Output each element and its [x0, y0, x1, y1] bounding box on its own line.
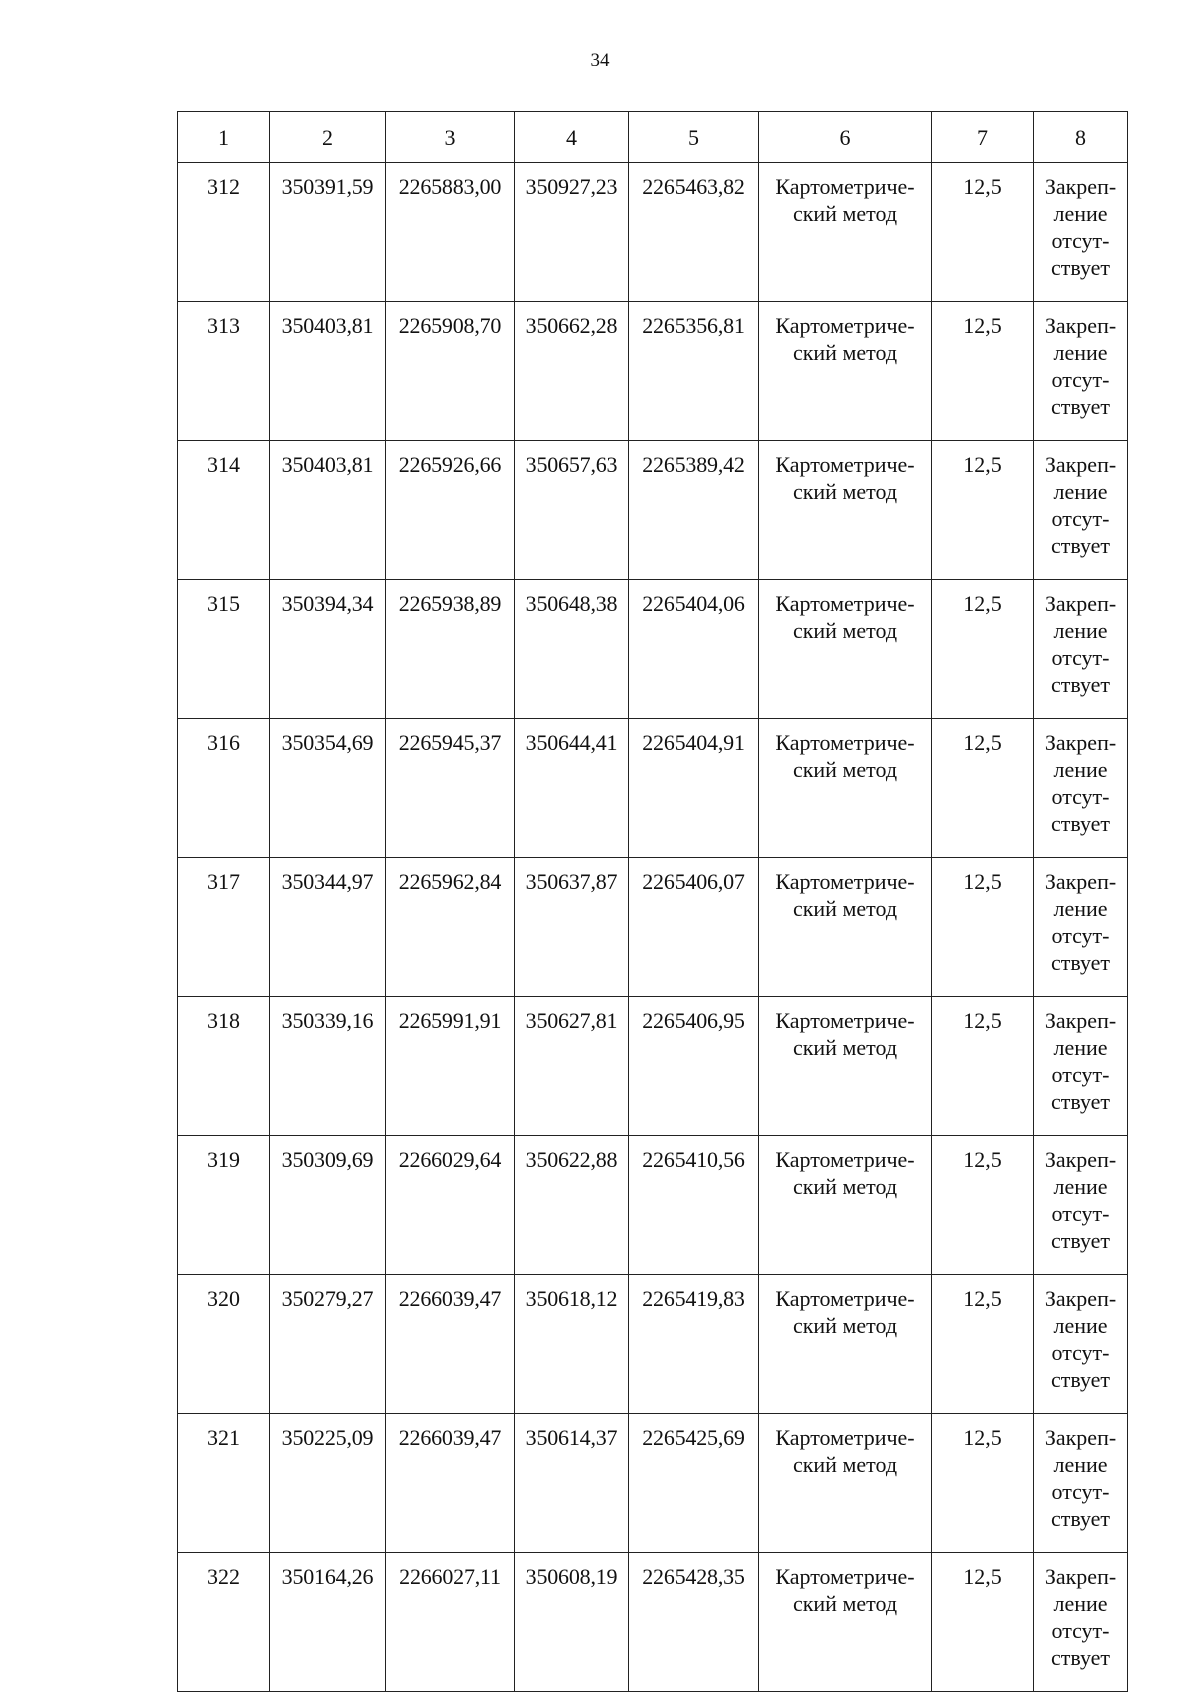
method-cell	[759, 441, 932, 580]
accuracy-cell: 12,5	[932, 1136, 1034, 1275]
point-number-cell: 322	[178, 1553, 270, 1692]
fixing-cell	[1034, 302, 1128, 441]
fixing-cell-line: отсут-	[1051, 1618, 1110, 1643]
fixing-cell-line: отсут-	[1051, 923, 1110, 948]
table-row	[178, 580, 1128, 719]
method-cell-line: ский метод	[792, 1174, 898, 1199]
coordinate-y1-cell: 2266027,11	[386, 1553, 515, 1692]
coordinate-y1-cell: 2266029,64	[386, 1136, 515, 1275]
coordinate-x2-cell: 350637,87	[515, 858, 629, 997]
coordinate-y2-cell: 2265428,35	[629, 1553, 759, 1692]
table-row	[178, 1553, 1128, 1692]
header-col-4: 4	[515, 112, 629, 163]
method-cell-line: Картометриче-	[775, 1425, 915, 1450]
fixing-cell-line: Закреп-	[1044, 1425, 1117, 1450]
fixing-cell-line: Закреп-	[1044, 313, 1117, 338]
fixing-cell-line: ление	[1053, 618, 1108, 643]
method-cell-line: Картометриче-	[775, 591, 915, 616]
fixing-cell-line: отсут-	[1051, 1479, 1110, 1504]
method-cell-line: ский метод	[792, 479, 898, 504]
fixing-cell	[1034, 580, 1128, 719]
point-number-cell: 319	[178, 1136, 270, 1275]
fixing-cell	[1034, 441, 1128, 580]
accuracy-cell: 12,5	[932, 1553, 1034, 1692]
fixing-cell-line: Закреп-	[1044, 452, 1117, 477]
table-body	[178, 163, 1128, 1692]
coordinate-y2-cell: 2265406,07	[629, 858, 759, 997]
point-number-cell: 313	[178, 302, 270, 441]
fixing-cell-line: ствует	[1050, 950, 1111, 975]
method-cell	[759, 163, 932, 302]
point-number-cell: 314	[178, 441, 270, 580]
coordinate-x2-cell: 350608,19	[515, 1553, 629, 1692]
coordinate-x2-cell: 350622,88	[515, 1136, 629, 1275]
coordinate-x2-cell: 350657,63	[515, 441, 629, 580]
fixing-cell-line: отсут-	[1051, 506, 1110, 531]
method-cell-line: Картометриче-	[775, 1008, 915, 1033]
coordinate-x2-cell: 350614,37	[515, 1414, 629, 1553]
coordinate-y1-cell: 2265962,84	[386, 858, 515, 997]
fixing-cell-line: ление	[1053, 1452, 1108, 1477]
point-number-cell: 312	[178, 163, 270, 302]
coordinate-y2-cell: 2265404,06	[629, 580, 759, 719]
fixing-cell-line: ствует	[1050, 1367, 1111, 1392]
coordinate-y2-cell: 2265404,91	[629, 719, 759, 858]
fixing-cell-line: Закреп-	[1044, 869, 1117, 894]
coordinate-y2-cell: 2265419,83	[629, 1275, 759, 1414]
method-cell-line: Картометриче-	[775, 452, 915, 477]
method-cell-line: ский метод	[792, 1313, 898, 1338]
fixing-cell-line: отсут-	[1051, 1062, 1110, 1087]
fixing-cell	[1034, 858, 1128, 997]
method-cell	[759, 580, 932, 719]
fixing-cell-line: Закреп-	[1044, 1147, 1117, 1172]
table-row	[178, 441, 1128, 580]
fixing-cell-line: ление	[1053, 1591, 1108, 1616]
accuracy-cell: 12,5	[932, 302, 1034, 441]
fixing-cell-line: отсут-	[1051, 1340, 1110, 1365]
coordinate-x1-cell: 350403,81	[270, 441, 386, 580]
accuracy-cell: 12,5	[932, 163, 1034, 302]
fixing-cell-line: Закреп-	[1044, 591, 1117, 616]
accuracy-cell: 12,5	[932, 580, 1034, 719]
coordinate-y1-cell: 2265926,66	[386, 441, 515, 580]
method-cell	[759, 997, 932, 1136]
method-cell-line: Картометриче-	[775, 174, 915, 199]
fixing-cell-line: Закреп-	[1044, 1008, 1117, 1033]
coordinate-y1-cell: 2265945,37	[386, 719, 515, 858]
coordinate-x2-cell: 350618,12	[515, 1275, 629, 1414]
fixing-cell-line: отсут-	[1051, 645, 1110, 670]
accuracy-cell: 12,5	[932, 441, 1034, 580]
coordinate-y2-cell: 2265356,81	[629, 302, 759, 441]
method-cell	[759, 1136, 932, 1275]
table-row	[178, 997, 1128, 1136]
fixing-cell-line: ление	[1053, 479, 1108, 504]
coordinate-x1-cell: 350279,27	[270, 1275, 386, 1414]
method-cell	[759, 1414, 932, 1553]
table-row	[178, 1414, 1128, 1553]
table-row	[178, 719, 1128, 858]
fixing-cell-line: ление	[1053, 340, 1108, 365]
coordinate-y1-cell: 2265883,00	[386, 163, 515, 302]
fixing-cell-line: Закреп-	[1044, 1564, 1117, 1589]
method-cell	[759, 719, 932, 858]
fixing-cell-line: ствует	[1050, 255, 1111, 280]
coordinate-x1-cell: 350225,09	[270, 1414, 386, 1553]
method-cell-line: ский метод	[792, 757, 898, 782]
point-number-cell: 315	[178, 580, 270, 719]
fixing-cell-line: отсут-	[1051, 784, 1110, 809]
method-cell-line: ский метод	[792, 201, 898, 226]
coordinate-y1-cell: 2266039,47	[386, 1414, 515, 1553]
coordinate-y2-cell: 2265406,95	[629, 997, 759, 1136]
fixing-cell-line: ствует	[1050, 533, 1111, 558]
coordinate-x1-cell: 350309,69	[270, 1136, 386, 1275]
coordinate-x2-cell: 350644,41	[515, 719, 629, 858]
point-number-cell: 318	[178, 997, 270, 1136]
fixing-cell-line: ствует	[1050, 1645, 1111, 1670]
table-row	[178, 858, 1128, 997]
coordinate-y1-cell: 2266039,47	[386, 1275, 515, 1414]
coordinate-x1-cell: 350394,34	[270, 580, 386, 719]
coordinate-y2-cell: 2265425,69	[629, 1414, 759, 1553]
coordinate-x1-cell: 350354,69	[270, 719, 386, 858]
fixing-cell-line: ствует	[1050, 1506, 1111, 1531]
method-cell-line: Картометриче-	[775, 869, 915, 894]
fixing-cell	[1034, 1553, 1128, 1692]
method-cell-line: ский метод	[792, 618, 898, 643]
fixing-cell-line: отсут-	[1051, 367, 1110, 392]
method-cell	[759, 858, 932, 997]
header-col-3: 3	[386, 112, 515, 163]
method-cell-line: ский метод	[792, 1035, 898, 1060]
fixing-cell	[1034, 1275, 1128, 1414]
method-cell-line: Картометриче-	[775, 313, 915, 338]
coordinate-x1-cell: 350391,59	[270, 163, 386, 302]
table-row	[178, 1136, 1128, 1275]
fixing-cell-line: ствует	[1050, 1089, 1111, 1114]
fixing-cell-line: ствует	[1050, 811, 1111, 836]
fixing-cell-line: ление	[1053, 1174, 1108, 1199]
fixing-cell-line: ление	[1053, 896, 1108, 921]
header-col-8: 8	[1034, 112, 1128, 163]
coordinate-x1-cell: 350344,97	[270, 858, 386, 997]
table-row	[178, 163, 1128, 302]
fixing-cell-line: ствует	[1050, 672, 1111, 697]
fixing-cell-line: отсут-	[1051, 1201, 1110, 1226]
fixing-cell	[1034, 1136, 1128, 1275]
coordinates-table	[177, 111, 1128, 1692]
method-cell-line: Картометриче-	[775, 1286, 915, 1311]
point-number-cell: 320	[178, 1275, 270, 1414]
method-cell-line: Картометриче-	[775, 730, 915, 755]
method-cell-line: Картометриче-	[775, 1147, 915, 1172]
fixing-cell	[1034, 163, 1128, 302]
page-number: 34	[590, 50, 610, 71]
method-cell-line: Картометриче-	[775, 1564, 915, 1589]
coordinate-x2-cell: 350648,38	[515, 580, 629, 719]
method-cell	[759, 302, 932, 441]
method-cell-line: ский метод	[792, 1452, 898, 1477]
method-cell	[759, 1553, 932, 1692]
fixing-cell-line: ление	[1053, 1313, 1108, 1338]
fixing-cell	[1034, 719, 1128, 858]
accuracy-cell: 12,5	[932, 719, 1034, 858]
coordinate-x2-cell: 350627,81	[515, 997, 629, 1136]
coordinate-x1-cell: 350403,81	[270, 302, 386, 441]
fixing-cell-line: ствует	[1050, 394, 1111, 419]
coordinate-y2-cell: 2265389,42	[629, 441, 759, 580]
fixing-cell-line: ление	[1053, 201, 1108, 226]
point-number-cell: 321	[178, 1414, 270, 1553]
coordinate-x1-cell: 350164,26	[270, 1553, 386, 1692]
method-cell-line: ский метод	[792, 896, 898, 921]
fixing-cell-line: Закреп-	[1044, 1286, 1117, 1311]
header-col-6: 6	[759, 112, 932, 163]
coordinate-y2-cell: 2265463,82	[629, 163, 759, 302]
header-row	[178, 112, 1128, 163]
fixing-cell-line: отсут-	[1051, 228, 1110, 253]
fixing-cell-line: Закреп-	[1044, 174, 1117, 199]
header-col-5: 5	[629, 112, 759, 163]
point-number-cell: 316	[178, 719, 270, 858]
point-number-cell: 317	[178, 858, 270, 997]
table-header	[178, 112, 1128, 163]
coordinate-y1-cell: 2265938,89	[386, 580, 515, 719]
fixing-cell	[1034, 1414, 1128, 1553]
accuracy-cell: 12,5	[932, 1414, 1034, 1553]
coordinate-y2-cell: 2265410,56	[629, 1136, 759, 1275]
accuracy-cell: 12,5	[932, 997, 1034, 1136]
fixing-cell-line: Закреп-	[1044, 730, 1117, 755]
coordinate-y1-cell: 2265908,70	[386, 302, 515, 441]
coordinate-x1-cell: 350339,16	[270, 997, 386, 1136]
header-col-7: 7	[932, 112, 1034, 163]
fixing-cell-line: ствует	[1050, 1228, 1111, 1253]
coordinate-x2-cell: 350662,28	[515, 302, 629, 441]
fixing-cell-line: ление	[1053, 1035, 1108, 1060]
fixing-cell-line: ление	[1053, 757, 1108, 782]
method-cell-line: ский метод	[792, 340, 898, 365]
header-col-2: 2	[270, 112, 386, 163]
method-cell-line: ский метод	[792, 1591, 898, 1616]
accuracy-cell: 12,5	[932, 1275, 1034, 1414]
fixing-cell	[1034, 997, 1128, 1136]
table-row	[178, 1275, 1128, 1414]
header-col-1: 1	[178, 112, 270, 163]
accuracy-cell: 12,5	[932, 858, 1034, 997]
coordinate-y1-cell: 2265991,91	[386, 997, 515, 1136]
coordinate-x2-cell: 350927,23	[515, 163, 629, 302]
table-row	[178, 302, 1128, 441]
method-cell	[759, 1275, 932, 1414]
